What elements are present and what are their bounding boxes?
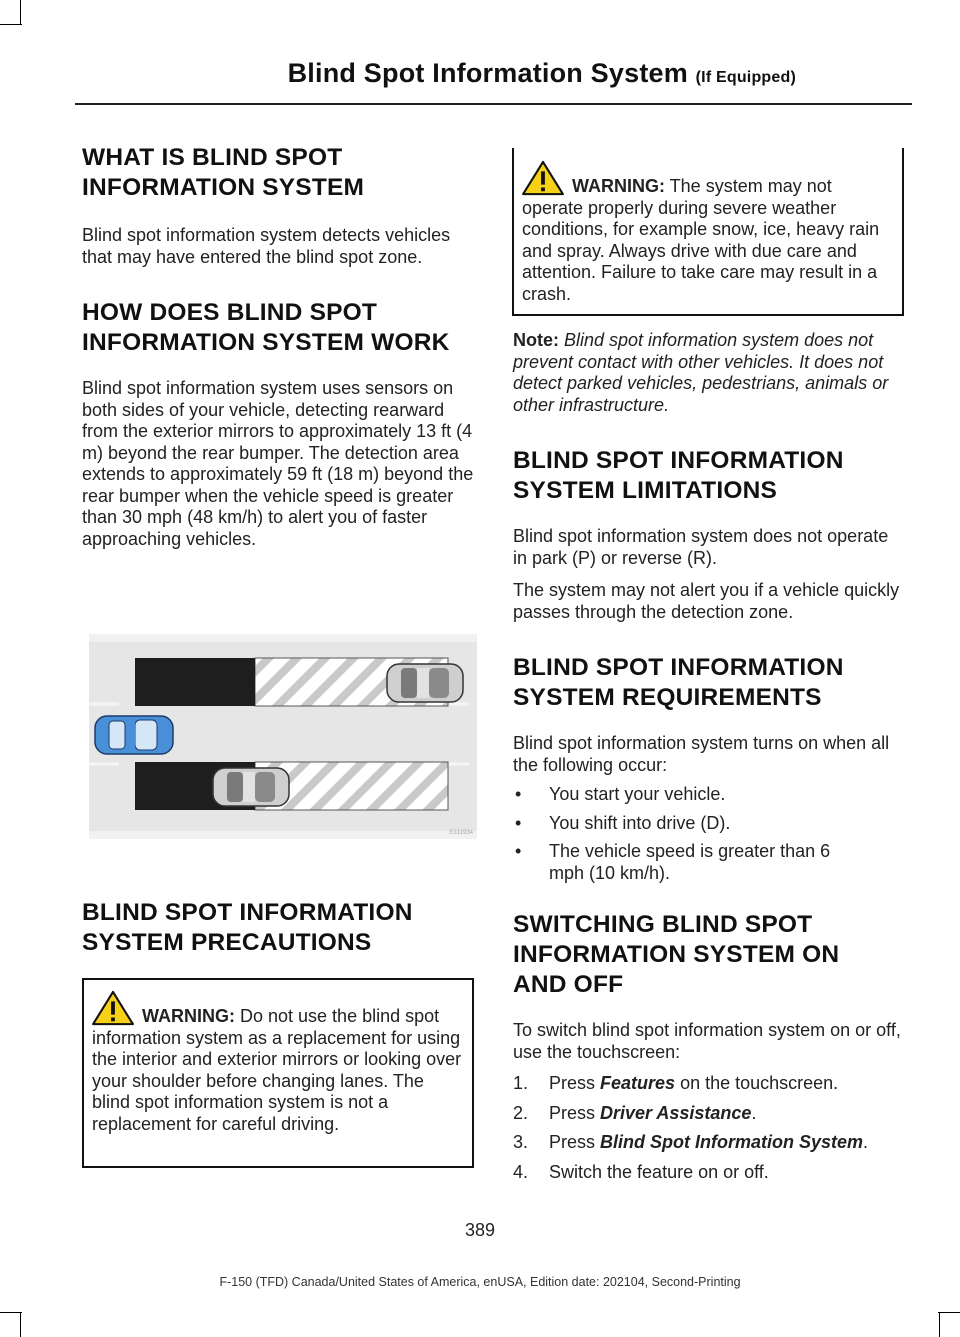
list-item-text: You shift into drive (D). [549, 812, 731, 833]
warning-label: WARNING: [142, 1006, 235, 1026]
heading-line: WHAT IS BLIND SPOT [82, 144, 343, 171]
step-item [513, 1132, 905, 1154]
page-header-title [288, 58, 796, 89]
warning-triangle-icon [520, 160, 566, 196]
bullet-marker: • [515, 784, 522, 804]
requirements-list [513, 784, 905, 884]
step-number: 4. [513, 1161, 529, 1182]
section-body-how-works: Blind spot information system uses sensors on both sides of your vehicle, detecting rearward from the exterior mirrors to approximately 13 ft (4 m) beyond the rear bumper. The detection area extends to approximately 59 ft (18 m) beyond the rear bumper when the vehicle speed is greater than 30 mph (48 km/h) to alert you of faster approaching vehicles. [82, 378, 474, 549]
heading-line: HOW DOES BLIND SPOT [82, 299, 378, 326]
switching-intro: To switch blind spot information system on or off, use the touchscreen: [513, 1020, 901, 1062]
vehicle-in-blind-spot-icon [213, 768, 289, 806]
heading-line: AND OFF [513, 971, 624, 998]
section-heading-precautions [82, 898, 474, 958]
right-column [513, 330, 905, 1191]
crop-mark [0, 24, 22, 25]
warning-label: WARNING: [572, 176, 665, 196]
heading-line: INFORMATION SYSTEM [82, 174, 365, 201]
step-number: 2. [513, 1102, 529, 1123]
page-footer: F-150 (TFD) Canada/United States of America, enUSA, Edition date: 202104, Second-Printing [219, 1275, 741, 1289]
heading-line: SYSTEM REQUIREMENTS [513, 684, 822, 711]
header-title-text: Blind Spot Information System [287, 58, 688, 88]
heading-line: SWITCHING BLIND SPOT [513, 911, 813, 938]
warning-text-weather [522, 160, 894, 305]
note-paragraph [513, 330, 905, 416]
heading-line: BLIND SPOT INFORMATION [82, 899, 413, 926]
subject-car-icon [95, 716, 173, 754]
list-item [513, 813, 905, 835]
header-divider [75, 103, 912, 105]
step-number: 3. [513, 1132, 529, 1152]
step-text: on the touchscreen. [675, 1073, 839, 1093]
section-heading-switching [513, 910, 905, 1000]
road-edge [89, 831, 477, 839]
list-item [513, 841, 905, 884]
heading-line: BLIND SPOT INFORMATION [513, 447, 844, 474]
step-ui-label: Blind Spot Information System [600, 1132, 864, 1152]
limitations-para-1: Blind spot information system does not operate in park (P) or reverse (R). [513, 526, 889, 568]
step-text: Press [549, 1132, 601, 1152]
section-heading-how-works [82, 298, 474, 358]
heading-line: BLIND SPOT INFORMATION [513, 654, 844, 681]
figure-code: E311934 [449, 830, 473, 836]
limitations-para-2: The system may not alert you if a vehicle quickly passes through the detection zone. [513, 580, 900, 622]
crop-mark [0, 1312, 22, 1313]
list-item-text: The vehicle speed is greater than 6 mph (10 km/h). [549, 841, 831, 883]
blind-zone-top [135, 658, 255, 706]
step-text: Press [549, 1102, 601, 1123]
list-item [513, 784, 905, 806]
warning-text-precautions [92, 990, 464, 1135]
bullet-marker: • [515, 812, 522, 833]
section-heading-requirements [513, 653, 905, 713]
blind-spot-diagram [89, 634, 477, 839]
section-heading-limitations [513, 446, 905, 506]
heading-line: SYSTEM LIMITATIONS [513, 477, 778, 504]
step-item [513, 1162, 905, 1184]
bullet-marker: • [515, 841, 522, 861]
left-lower-column [82, 898, 474, 958]
section-body-what-is: Blind spot information system detects vehicles that may have entered the blind spot zone. [82, 225, 451, 267]
switching-steps [513, 1073, 905, 1183]
step-text: Switch the feature on or off. [549, 1161, 769, 1182]
warning-triangle-icon [90, 990, 136, 1026]
crop-mark [938, 1312, 960, 1313]
approaching-car-icon [387, 664, 463, 702]
road-edge [89, 634, 477, 642]
step-ui-label: Driver Assistance [600, 1102, 752, 1123]
warning-box-precautions [82, 978, 474, 1168]
section-heading-what-is [82, 143, 474, 203]
heading-line: INFORMATION SYSTEM WORK [82, 329, 450, 356]
warning-body: Do not use the blind spot information system as a replacement for using the interior and exterior mirrors or looking over your shoulder before changing lanes. The blind spot information system is not a replacement for careful driving. [92, 1006, 462, 1134]
step-text: . [863, 1132, 869, 1152]
left-column [82, 143, 474, 550]
crop-mark [939, 1313, 940, 1337]
crop-mark [20, 1313, 21, 1337]
page-number: 389 [464, 1220, 496, 1240]
warning-box-weather [512, 148, 904, 316]
step-text: . [751, 1102, 757, 1123]
note-body: Blind spot information system does not prevent contact with other vehicles. It does not detect parked vehicles, pedestrians, animals or other infrastructure. [513, 330, 889, 415]
header-title-suffix: (If Equipped) [695, 69, 796, 86]
step-text: Press [549, 1073, 601, 1093]
note-label: Note: [513, 330, 559, 350]
requirements-intro: Blind spot information system turns on when all the following occur: [513, 733, 890, 775]
warning-body: The system may not operate properly during severe weather conditions, for example snow, ice, heavy rain and spray. Always drive with due care and attention. Failure to take care may result in a crash. [522, 176, 880, 304]
heading-line: SYSTEM PRECAUTIONS [82, 929, 372, 956]
list-item-text: You start your vehicle. [549, 784, 726, 804]
heading-line: INFORMATION SYSTEM ON [513, 941, 840, 968]
step-item [513, 1073, 905, 1095]
step-ui-label: Features [600, 1073, 676, 1093]
step-item [513, 1103, 905, 1125]
step-number: 1. [513, 1073, 529, 1093]
crop-mark [20, 0, 21, 24]
